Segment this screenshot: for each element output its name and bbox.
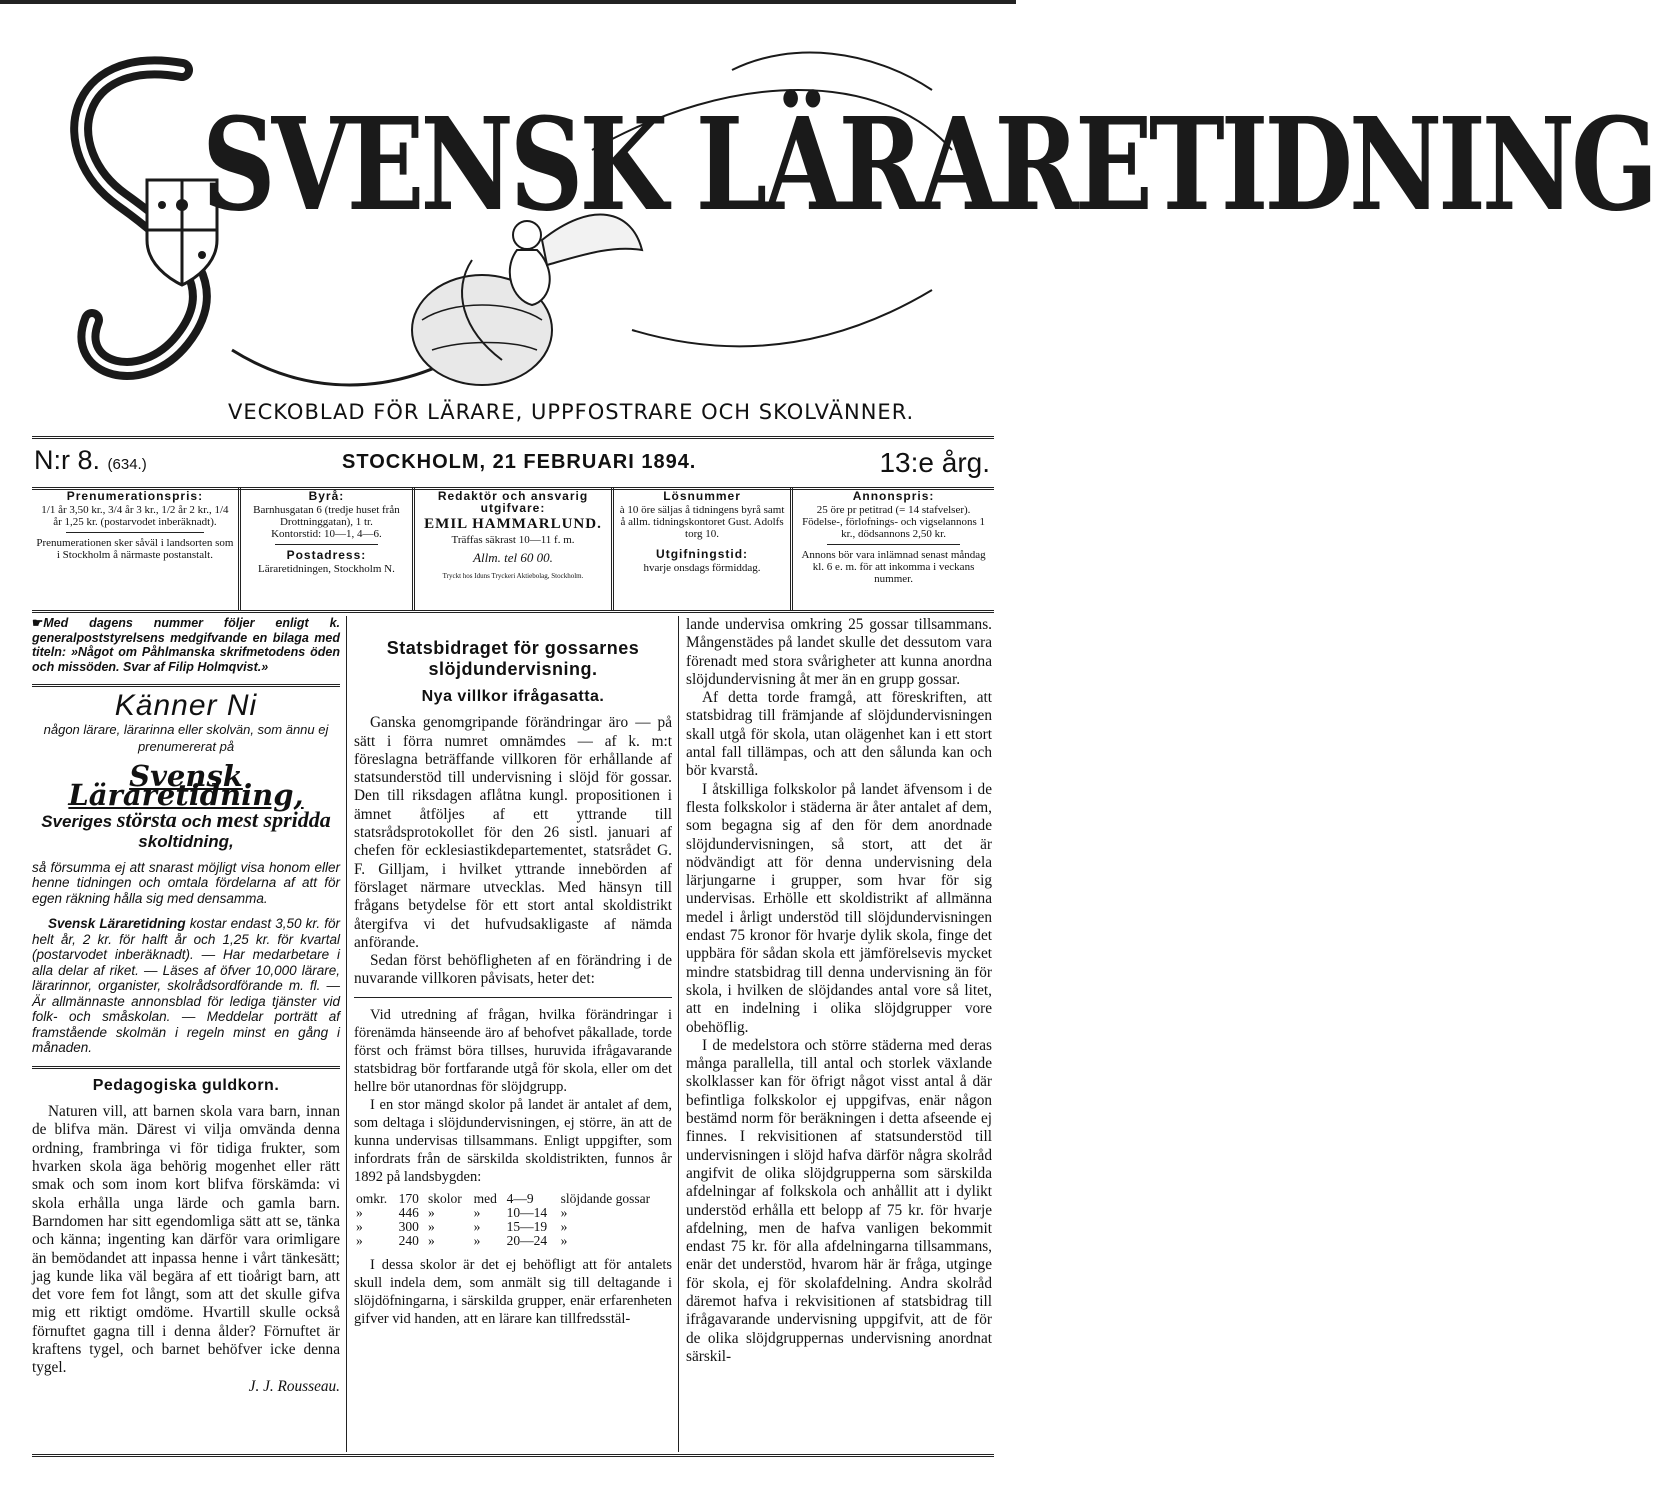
issue-row <box>32 436 994 490</box>
claim-och: och <box>181 811 212 831</box>
subscription-note: Prenumerationen sker såväl i landsorten som i Stockholm å närmaste postanstalt. <box>36 537 234 561</box>
ads-box <box>793 488 994 610</box>
promo-subline: någon lärare, lärarinna eller skolvän, som ännu ej prenumererat på <box>43 722 329 755</box>
column-rule <box>346 616 347 1452</box>
issue-number-text: N:r 8. <box>34 445 101 475</box>
editor-phone: Allm. tel 60 00. <box>473 550 553 565</box>
promo-heading: Känner Ni <box>114 689 258 722</box>
subscription-heading: Prenumerationspris: <box>66 489 204 503</box>
volume-year: 13:e årg. <box>879 447 990 478</box>
table-row <box>354 1234 672 1248</box>
subscription-box <box>32 488 241 610</box>
price-lead: Svensk Läraretidning <box>48 916 186 932</box>
claim-skoltidning: skoltidning, <box>138 831 234 851</box>
info-boxes <box>32 488 994 613</box>
article-paragraph: Af detta torde framgå, att föreskriften, att statsbidrag till främjande af slöjdundervisningen skall utgå för skola, utan olägenhet kan i ett stort antal fall tillämpas, och att den sålunda kan och bör kvarstå. <box>686 689 992 780</box>
table-cell: 300 <box>398 1218 419 1234</box>
claim-storsta: största <box>116 806 177 832</box>
masthead-title: SVENSK LÄRARETIDNING <box>202 90 1654 240</box>
ads-note: Annons bör vara inlämnad senast måndag kl. 6 e. m. för att inkomma i veckans nummer. <box>801 549 986 585</box>
printer-line: Tryckt hos Iduns Tryckeri Aktiebolag, Stockholm. <box>442 572 584 580</box>
top-border <box>0 0 1016 4</box>
price-text: kostar endast 3,50 kr. för helt år, 2 kr. för halft år och 1,25 kr. för kvartal (postarvodet inberäknadt). — Har medarbetare i alla delar af riket. — Läses af öfver 10,000 lärare, lärarinnor, organister, skolrådsordförande m. fl. — Är allmännaste annonsblad för lediga tjänster vid folk- och småskolan. — Meddelar porträtt af framstående skolmän i regeln minst en gång i månaden. <box>32 916 340 1056</box>
table-row <box>354 1220 672 1234</box>
subscription-text: 1/1 år 3,50 kr., 3/4 år 3 kr., 1/2 år 2 kr., 1/4 år 1,25 kr. (postarvodet inberäknadt). <box>41 504 229 528</box>
publication-time: hvarje onsdags förmiddag. <box>643 562 761 574</box>
single-copy-box <box>614 488 793 610</box>
promo-brand <box>32 759 340 812</box>
ads-text: 25 öre pr petitrad (= 14 stafvelser). Födelse-, förlofnings- och vigselannons 1 kr., dödsannons 2,50 kr. <box>802 504 986 540</box>
ads-heading: Annonspris: <box>852 489 935 503</box>
postal-address: Läraretidningen, Stockholm N. <box>258 563 395 575</box>
table-cell: omkr. <box>356 1190 388 1206</box>
table-cell: » <box>356 1204 363 1220</box>
editor-heading: Redaktör och ansvarig utgifvare: <box>437 489 589 515</box>
masthead <box>32 30 1654 430</box>
single-copy-text: à 10 öre säljas å tidningens byrå samt å allm. tidningskontoret Gust. Adolfs torg 10. <box>619 504 785 540</box>
publication-heading: Utgifningstid: <box>656 547 749 561</box>
divider <box>32 1066 340 1069</box>
table-cell: 15—19 <box>506 1218 548 1234</box>
table-cell: 170 <box>398 1190 419 1206</box>
table-cell: skolor <box>427 1190 462 1206</box>
editor-hours: Träffas säkrast 10—11 f. m. <box>451 534 575 546</box>
table-cell: » <box>560 1204 568 1220</box>
table-cell: » <box>560 1232 568 1248</box>
promo-claim <box>32 806 340 852</box>
postal-heading: Postadress: <box>286 548 367 562</box>
article-paragraph: I åtskilliga folkskolor på landet äfvensom i de flesta folkskolor i städerna är åter antalet af dem, som begagna sig af den för dem anordnade slöjdundervisningen, så stort, att det är nödvändigt att för denna undervisning dela lärjungarne i grupper, som hvar för sig undervisas. Erhölle ett skoldistrikt af allmänna medel i årligt understöd till slöjdundervisningen endast 75 kronor för hvarje dylik skola, finge det uppbära för sådan skola ett jämförelsevis mycket mindre statsbidrag till denna undervisning än för skola, i hvilken de slöjdandes antal vore så litet, att en indelning i olika slöjdgrupper vore obehöflig. <box>686 780 992 1036</box>
quoted-paragraph: I en stor mängd skolor på landet är antalet af dem, som deltaga i slöjdundervisningen, ej större, än att de kunna undervisas tillsammans. Enligt uppgifter, som infordrats från de särskilda skoldistrikten, funnos år 1892 på landsbygden: <box>354 1096 672 1185</box>
table-row <box>354 1192 672 1206</box>
table-cell: » <box>356 1232 363 1248</box>
office-box <box>241 488 415 610</box>
divider <box>354 997 672 998</box>
supplement-notice-text: Med dagens nummer följer enligt k. generalpoststyrelsens medgifvande en bilaga med titeln: »Något om Påhlmanska skrifmetodens öden och missöden. Svar af Filip Holmqvist.» <box>32 616 340 674</box>
promo-brand-text: Svensk Läraretidning, <box>68 759 304 812</box>
table-cell: 446 <box>398 1204 419 1220</box>
column-rule <box>678 616 679 1452</box>
issue-serial: (634.) <box>107 456 147 473</box>
school-count-table <box>354 1192 672 1248</box>
price-paragraph <box>32 916 340 1056</box>
divider <box>32 684 340 687</box>
table-cell: » <box>427 1232 435 1248</box>
editor-box <box>415 488 614 610</box>
column-2 <box>354 616 672 1452</box>
article-heading: Statsbidraget för gossarnes slöjdundervisning. <box>386 638 640 679</box>
article-columns <box>32 616 994 1456</box>
table-cell: » <box>473 1232 481 1248</box>
dateline: STOCKHOLM, 21 FEBRUARI 1894. <box>342 451 697 473</box>
article-paragraph: I de medelstora och större städerna med deras många parallella, till antal och storlek växlande skolklasser kan för öfrigt något visst antal å där befintliga folkskolor ej uppgifvas, enär någon bestämd norm för beräkningen i detta afseende ej finnes. I rekvisitionen af statsunderstöd till undervisningen i slöjd hafva därför några skolråd angifvit de olika slöjdgrupperna som särskilda afdelningar af folkskola och anhållit att i dylikt understöd erhålla ett belopp af 75 kr. för hvarje afdelning, men de hafva vanligen bekommit endast 75 kr. för alla afdelningarna tillsammans, enär det understöd, hvarom här är fråga, utginge för skola, ej för skolafdelning. Andra skolråd däremot hafva i rekvisitionen af statsbidrag till ifrågavarande undervisning uppgifvit, att de för de olika slöjdgruppernas undervisning anordnat särskil- <box>686 1036 992 1365</box>
article-paragraph: Ganska genomgripande förändringar äro — på sätt i förra numret omnämdes — af k. m:t föreslagna beträffande villkoren för erhållande af statsunderstöd till undervisning i slöjd för gossar. Den till riksdagen aflåtna kungl. propositionen i ämnet åtföljes af ett yttrande till statsrådsprotokollet för den 26 sistl. januari af chefen för ecklesiastikdepartementet, statsrådet G. F. Gilljam, i hvilket yttrande innebörden af förslaget närmare utvecklas. Med hänsyn till frågans betydelse för ett stort antal skoldistrikt återgifva vi det hufvudsakligaste af nämda anförande. <box>354 714 672 951</box>
article-subheading: Nya villkor ifrågasatta. <box>421 688 605 705</box>
divider <box>66 532 204 533</box>
claim-sveriges: Sveriges <box>41 811 113 831</box>
table-cell: med <box>473 1190 497 1206</box>
table-cell: » <box>473 1218 481 1234</box>
divider <box>275 544 378 545</box>
quoted-paragraph: I dessa skolor är det ej behöfligt att för antalets skull indela dem, som anmält sig till deltagande i slöjdöfningarna, i särskilda grupper, enär erfarenheten gifver vid handen, att en lärare kan tillfredsstäl- <box>354 1256 672 1327</box>
table-cell: » <box>473 1204 481 1220</box>
office-hours: Kontorstid: 10—1, 4—6. <box>271 528 382 540</box>
gold-signature: J. J. Rousseau. <box>248 1377 340 1395</box>
table-cell: 240 <box>398 1232 419 1248</box>
table-cell: 10—14 <box>506 1204 548 1220</box>
table-cell: » <box>356 1218 363 1234</box>
table-cell: » <box>427 1204 435 1220</box>
column-3 <box>686 616 992 1452</box>
article-paragraph: lande undervisa omkring 25 gossar tillsammans. Mångenstädes på landet skulle det dessutom vara förenadt med stora svårigheter att kunna anordna slöjdundervisning åt mer än en grupp gossar. <box>686 616 992 688</box>
promo-appeal: så försumma ej att snarast möjligt visa honom eller henne tidningen och omtala fördelarna af att för egen räkning hålla sig med densamma. <box>32 859 340 906</box>
table-cell: 4—9 <box>506 1190 534 1206</box>
table-cell: » <box>560 1218 568 1234</box>
gold-text: Naturen vill, att barnen skola vara barn, innan de blifva män. Därest vi vilja omvända denna ordning, frambringa vi för tidiga frukter, som hvarken skola äga behörig mogenhet eller rätt smak och som inom kort blifva förskämda: vi skola erhålla unga lärde och gamla barn. Barndomen har sitt egendomliga sätt att se, tänka och känna; ingenting kan därför vara orimligare än bemödandet att inpassa henne i vårt tänkesätt; jag kunde lika väl begära af ett tioårigt barn, att det vore fem fot långt, som att det skulle gifva mig ett riktigt omdöme. Hvartill skulle också förnuftet gagna till i denna ålder? Förnuftet är kraftens tygel, och barnet behöfver icke denna tygel. <box>32 1103 340 1377</box>
table-cell: slöjdande gossar <box>560 1190 651 1206</box>
table-row <box>354 1206 672 1220</box>
single-copy-heading: Lösnummer <box>663 489 741 503</box>
table-cell: 20—24 <box>506 1232 548 1248</box>
office-text: Barnhusgatan 6 (tredje huset från Drottninggatan), 1 tr. <box>253 504 400 528</box>
newspaper-page <box>32 30 1654 1460</box>
issue-number <box>34 445 147 476</box>
supplement-notice <box>32 616 340 674</box>
office-heading: Byrå: <box>308 489 345 503</box>
masthead-subtitle: VECKOBLAD FÖR LÄRARE, UPPFOSTRARE OCH SKOLVÄNNER. <box>228 400 915 424</box>
pointing-hand-icon: ☛ <box>32 616 44 630</box>
column-1 <box>32 616 340 1452</box>
bottom-rule <box>32 1454 994 1457</box>
table-cell: » <box>427 1218 435 1234</box>
claim-mest-spridda: mest spridda <box>216 806 331 832</box>
editor-name: EMIL HAMMARLUND. <box>424 516 602 532</box>
article-paragraph: Sedan först behöfligheten af en förändring i de nuvarande villkoren påvisats, heter det: <box>354 952 672 988</box>
divider <box>827 544 960 545</box>
gold-heading: Pedagogiska guldkorn. <box>92 1076 280 1094</box>
quoted-paragraph: Vid utredning af frågan, hvilka förändringar i förenämda hänseende äro af behofvet påkallade, torde först och främst böra tillses, huruvida ifrågavarande statsbidrag bör fortfarande utgå för skola, eller om det hellre bör utanordnas för slöjdgrupp. <box>354 1006 672 1095</box>
